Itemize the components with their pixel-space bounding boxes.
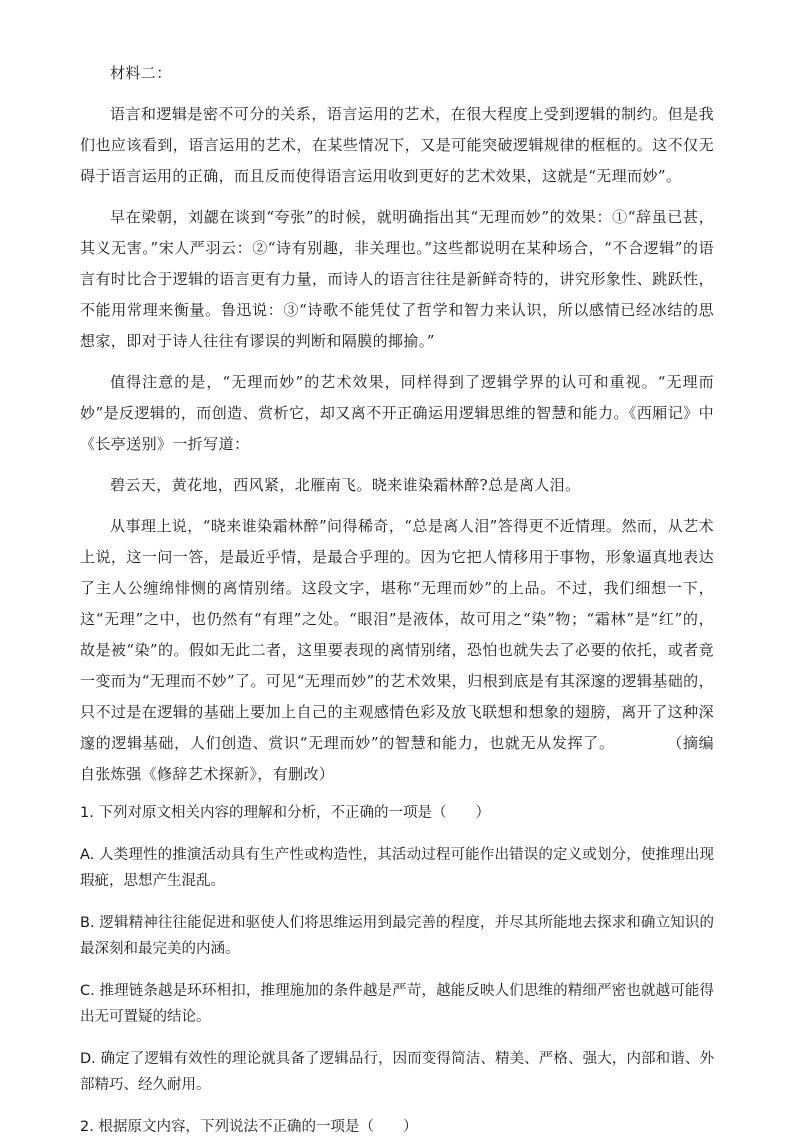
question-1-option-a: A. 人类理性的推演活动具有生产性或构造性，其活动过程可能作出错误的定义或划分，使推理出现瑕疵，思想产生混乱。 bbox=[80, 847, 714, 889]
material-paragraph-3: 值得注意的是，“无理而妙”的艺术效果，同样得到了逻辑学界的认可和重视。“无理而妙”是反逻辑的，而创造、赏析它，却又离不开正确运用逻辑思维的智慧和能力。《西厢记》中《长亭送别》一折写道： bbox=[80, 373, 714, 453]
question-1-stem: 1. 下列对原文相关内容的理解和分析，不正确的一项是（ ） bbox=[80, 805, 490, 821]
source-citation: （摘编自张炼强《修辞艺术探新》，有删改） bbox=[80, 734, 714, 783]
questions-section bbox=[80, 800, 714, 1140]
quoted-verse: 碧云天，黄花地，西风紧，北雁南飞。晓来谁染霜林醉?总是离人泪。 bbox=[110, 476, 581, 494]
question-2-stem: 2. 根据原文内容，下列说法不正确的一项是（ ） bbox=[80, 1119, 418, 1135]
question-1-option-d: D. 确定了逻辑有效性的理论就具备了逻辑品行，因而变得简洁、精美、严格、强大，内部和谐、外部精巧、经久耐用。 bbox=[80, 1051, 714, 1093]
question-1-option-b: B. 逻辑精神往往能促进和驱使人们将思维运用到最完善的程度，并尽其所能地去探求和确立知识的最深刻和最完美的内涵。 bbox=[80, 915, 714, 957]
material-paragraph-5-text: 从事理上说，“晓来谁染霜林醉”问得稀奇，“总是离人泪”答得更不近情理。然而，从艺术上说，这一问一答，是最近乎情，是最合乎理的。因为它把人情移用于事物，形象逼真地表达了主人公缠绵悱恻的离情别绪。这段文字，堪称“无理而妙”的上品。不过，我们细想一下，这“无理”之中，也仍然有“有理”之处。“眼泪”是液体，故可用之“染”物；“霜林”是“红”的，故是被“染”的。假如无此二者，这里要表现的离情别绪，恐怕也就失去了必要的依托，或者竟一变而为“无理而不妙”了。可见“无理而妙”的艺术效果，归根到底是有其深邃的逻辑基础的，只不过是在逻辑的基础上要加上自己的主观感情色彩及放飞联想和想象的翅膀，离开了这种深邃的逻辑基础，人们创造、赏识“无理而妙”的智慧和能力，也就无从发挥了。 bbox=[80, 517, 714, 752]
material-paragraph-1: 语言和逻辑是密不可分的关系，语言运用的艺术，在很大程度上受到逻辑的制约。但是我们也应该看到，语言运用的艺术，在某些情况下，又是可能突破逻辑规律的框框的。这不仅无碍于语言运用的正确，而且反而使得语言运用收到更好的艺术效果，这就是“无理而妙”。 bbox=[80, 105, 714, 185]
reading-material bbox=[80, 58, 714, 790]
material-paragraph-5 bbox=[80, 511, 714, 790]
material-title: 材料二： bbox=[110, 64, 172, 82]
material-paragraph-2: 早在梁朝，刘勰在谈到“夸张”的时候，就明确指出其“无理而妙”的效果：①“辞虽已甚，其义无害。”宋人严羽云：②“诗有别趣，非关理也。”这些都说明在某种场合，“不合逻辑”的语言有时比合于逻辑的语言更有力量，而诗人的语言往往是新鲜奇特的，讲究形象性、跳跃性，不能用常理来衡量。鲁迅说：③“诗歌不能凭仗了哲学和智力来认识，所以感情已经冰结的思想家，即对于诗人往往有谬误的判断和隔膜的揶揄。” bbox=[80, 208, 714, 350]
question-1-option-c: C. 推理链条越是环环相扣，推理施加的条件越是严苛，越能反映人们思维的精细严密也就越可能得出无可置疑的结论。 bbox=[80, 983, 714, 1025]
